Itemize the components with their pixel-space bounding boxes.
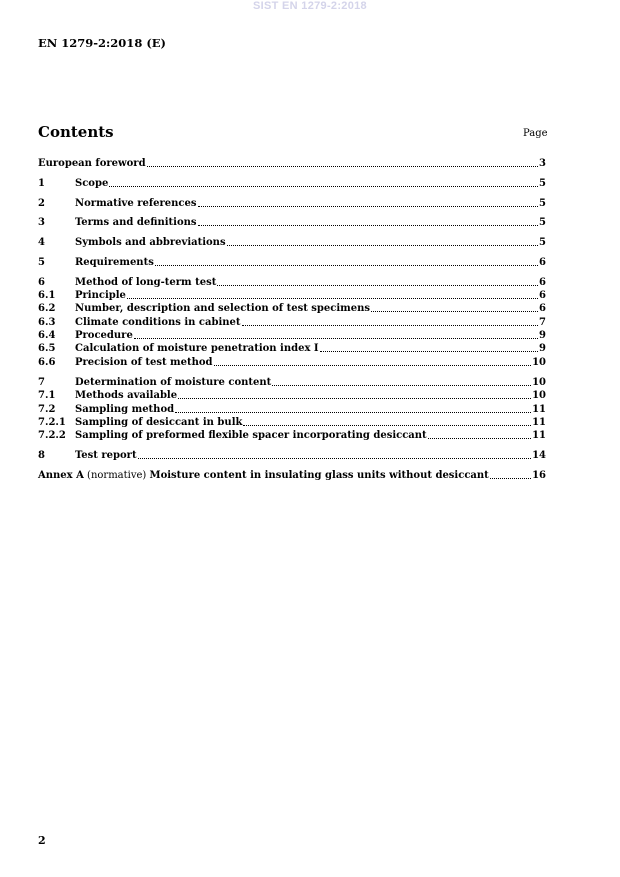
toc-entry-number: 7.2.2 bbox=[38, 430, 66, 441]
toc-entry[interactable] bbox=[38, 157, 546, 170]
toc-entry[interactable] bbox=[38, 256, 546, 269]
toc-entry-number: 7.2.1 bbox=[38, 417, 66, 428]
toc-entry-page: 10 bbox=[532, 357, 546, 368]
toc-entry[interactable] bbox=[38, 429, 546, 442]
dot-leader bbox=[138, 458, 532, 459]
toc-entry-page: 11 bbox=[532, 417, 546, 428]
toc-entry-page: 5 bbox=[539, 198, 546, 209]
toc-entry-number: 1 bbox=[38, 178, 45, 189]
toc-entry-title: Calculation of moisture penetration index I bbox=[75, 343, 319, 354]
toc-entry-number: 6.1 bbox=[38, 290, 56, 301]
dot-leader bbox=[490, 478, 531, 479]
toc-entry-number: 8 bbox=[38, 450, 45, 461]
document-identifier: EN 1279-2:2018 (E) bbox=[38, 36, 166, 50]
toc-entry[interactable] bbox=[38, 236, 546, 249]
toc-entry-page: 10 bbox=[532, 390, 546, 401]
annex-kind: (normative) bbox=[83, 470, 150, 481]
toc-entry-page: 7 bbox=[539, 317, 546, 328]
toc-entry-number: 7.2 bbox=[38, 404, 56, 415]
toc-entry-page: 6 bbox=[539, 257, 546, 268]
toc-entry-title: Terms and definitions bbox=[75, 217, 197, 228]
toc-entry-title: Sampling of desiccant in bulk bbox=[75, 417, 243, 428]
toc-entry-page: 10 bbox=[532, 377, 546, 388]
dot-leader bbox=[198, 225, 539, 226]
toc-entry[interactable] bbox=[38, 177, 546, 190]
toc-entry-page: 14 bbox=[532, 450, 546, 461]
toc-entry-number: 6.3 bbox=[38, 317, 56, 328]
toc-entry[interactable] bbox=[38, 342, 546, 355]
dot-leader bbox=[227, 245, 538, 246]
dot-leader bbox=[214, 365, 532, 366]
toc-entry-title: Sampling of preformed flexible spacer incorporating desiccant bbox=[75, 430, 427, 441]
toc-entry-page: 11 bbox=[532, 404, 546, 415]
toc-entry[interactable] bbox=[38, 356, 546, 369]
toc-entry-page: 5 bbox=[539, 178, 546, 189]
toc-entry-number: 7 bbox=[38, 377, 45, 388]
toc-entry[interactable] bbox=[38, 376, 546, 389]
toc-entry[interactable] bbox=[38, 389, 546, 402]
toc-entry-page: 3 bbox=[539, 158, 546, 169]
annex-label: Annex A bbox=[38, 470, 84, 481]
toc-annex-title bbox=[38, 469, 489, 482]
toc-entry-title: Number, description and selection of test specimens bbox=[75, 303, 371, 314]
annex-title: Moisture content in insulating glass units without desiccant bbox=[149, 470, 489, 481]
toc-entry-title: Methods available bbox=[75, 390, 178, 401]
dot-leader bbox=[134, 338, 538, 339]
dot-leader bbox=[198, 206, 539, 207]
toc-entry[interactable] bbox=[38, 449, 546, 462]
dot-leader bbox=[242, 325, 538, 326]
dot-leader bbox=[178, 398, 531, 399]
toc-entry-number: 6.4 bbox=[38, 330, 56, 341]
toc-entry-title: Normative references bbox=[75, 198, 197, 209]
toc-entry-page: 5 bbox=[539, 217, 546, 228]
toc-entry-page: 6 bbox=[539, 277, 546, 288]
toc-annex-page: 16 bbox=[532, 470, 546, 481]
toc-entry-number: 3 bbox=[38, 217, 45, 228]
dot-leader bbox=[243, 425, 531, 426]
toc-entry-number: 4 bbox=[38, 237, 45, 248]
dot-leader bbox=[127, 298, 538, 299]
toc-entry[interactable] bbox=[38, 197, 546, 210]
toc-entry-page: 5 bbox=[539, 237, 546, 248]
toc-entry[interactable] bbox=[38, 302, 546, 315]
page-column-label: Page bbox=[523, 128, 548, 139]
toc-entry-title: Test report bbox=[75, 450, 137, 461]
toc-entry[interactable] bbox=[38, 416, 546, 429]
toc-entry-number: 5 bbox=[38, 257, 45, 268]
toc-entry-page: 11 bbox=[532, 430, 546, 441]
toc-entry-number: 2 bbox=[38, 198, 45, 209]
toc-entry-title: Climate conditions in cabinet bbox=[75, 317, 241, 328]
toc-entry[interactable] bbox=[38, 403, 546, 416]
dot-leader bbox=[217, 285, 538, 286]
toc-annex-entry[interactable] bbox=[38, 469, 546, 482]
dot-leader bbox=[272, 385, 531, 386]
toc-entry-title: Precision of test method bbox=[75, 357, 213, 368]
contents-heading: Contents bbox=[38, 123, 114, 141]
toc-entry[interactable] bbox=[38, 289, 546, 302]
toc-entry-title: Principle bbox=[75, 290, 126, 301]
dot-leader bbox=[155, 265, 538, 266]
toc-entry-page: 6 bbox=[539, 290, 546, 301]
toc-entry-title: Method of long-term test bbox=[75, 277, 217, 288]
dot-leader bbox=[371, 311, 538, 312]
toc-entry-title: Symbols and abbreviations bbox=[75, 237, 226, 248]
dot-leader bbox=[320, 351, 538, 352]
page-number: 2 bbox=[38, 834, 46, 847]
toc-entry-page: 6 bbox=[539, 303, 546, 314]
toc-entry[interactable] bbox=[38, 316, 546, 329]
toc-entry-title: Scope bbox=[75, 178, 109, 189]
toc-entry-number: 6 bbox=[38, 277, 45, 288]
toc-entry-page: 9 bbox=[539, 343, 546, 354]
toc-entry-title: European foreword bbox=[38, 158, 146, 169]
toc-entry[interactable] bbox=[38, 276, 546, 289]
toc-entry-number: 6.5 bbox=[38, 343, 56, 354]
toc-entry-title: Sampling method bbox=[75, 404, 175, 415]
toc-entry[interactable] bbox=[38, 216, 546, 229]
toc-entry-title: Procedure bbox=[75, 330, 133, 341]
toc-entry-number: 7.1 bbox=[38, 390, 56, 401]
dot-leader bbox=[428, 438, 531, 439]
toc-entry[interactable] bbox=[38, 329, 546, 342]
toc-entry-title: Requirements bbox=[75, 257, 154, 268]
toc-entry-number: 6.6 bbox=[38, 357, 56, 368]
dot-leader bbox=[175, 412, 531, 413]
dot-leader bbox=[109, 186, 538, 187]
toc-entry-number: 6.2 bbox=[38, 303, 56, 314]
toc-entry-title: Determination of moisture content bbox=[75, 377, 272, 388]
dot-leader bbox=[147, 166, 538, 167]
watermark: SIST EN 1279-2:2018 bbox=[253, 0, 367, 12]
toc-entry-page: 9 bbox=[539, 330, 546, 341]
